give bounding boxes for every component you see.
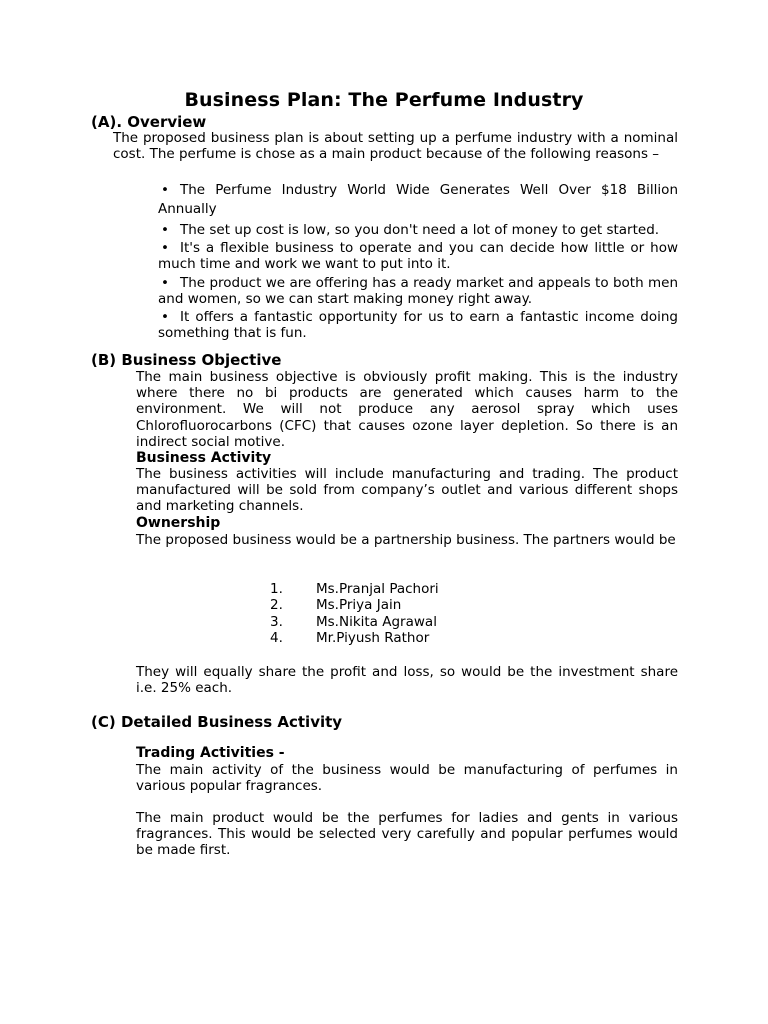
reason-text: The set up cost is low, so you don't need a lot of money to get started. [180, 222, 660, 238]
reason-text: The Perfume Industry World Wide Generates Well Over $18 Billion Annually [158, 182, 678, 217]
reason-text: It offers a fantastic opportunity for us to earn a fantastic income doing something that is fun. [158, 309, 678, 342]
partner-number: 2. [270, 597, 283, 614]
bullet-glyph: • [161, 274, 169, 291]
reason-item [158, 222, 678, 238]
reason-item [158, 181, 678, 218]
partner-item [270, 597, 439, 613]
bullet-glyph: • [161, 222, 169, 238]
partner-number: 1. [270, 581, 283, 597]
main-product-text: The main product would be the perfumes for ladies and gents in various fragrances. This would be selected very carefully and popular perfumes would be made first. [136, 810, 678, 859]
partner-number: 4. [270, 629, 283, 646]
bullet-glyph: • [161, 240, 169, 257]
partner-name: Ms.Priya Jain [316, 597, 402, 614]
bullet-glyph: • [161, 182, 169, 198]
partners-list [270, 581, 439, 646]
business-activity-text: The business activities will include manufacturing and trading. The product manufactured will be sold from company’s outlet and various different shops and marketing channels. [136, 466, 678, 515]
partner-name: Ms.Nikita Agrawal [316, 613, 437, 630]
trading-activities-heading: Trading Activities - [136, 745, 285, 761]
profit-share-text: They will equally share the profit and loss, so would be the investment share i.e. 25% each. [136, 664, 678, 697]
ownership-heading: Ownership [136, 515, 221, 531]
partner-name: Ms.Pranjal Pachori [316, 581, 439, 597]
reason-text: It's a flexible business to operate and you can decide how little or how much time and work we want to put into it. [158, 240, 678, 273]
partner-name: Mr.Piyush Rathor [316, 629, 430, 646]
document-title: Business Plan: The Perfume Industry [184, 89, 584, 111]
trading-activities-text: The main activity of the business would be manufacturing of perfumes in various popular fragrances. [136, 762, 678, 795]
partner-number: 3. [270, 613, 283, 630]
reasons-list [158, 181, 678, 341]
partner-item [270, 614, 439, 630]
ownership-text: The proposed business would be a partnership business. The partners would be [136, 532, 676, 548]
reason-text: The product we are offering has a ready market and appeals to both men and women, so we can start making money right away. [158, 274, 678, 307]
partner-item [270, 630, 439, 646]
partner-item [270, 581, 439, 597]
business-objective-heading: (B) Business Objective [91, 351, 282, 369]
overview-heading: (A). Overview [91, 113, 207, 131]
reason-item [158, 240, 678, 272]
reason-item [158, 309, 678, 341]
bullet-glyph: • [161, 309, 169, 326]
business-activity-heading: Business Activity [136, 450, 272, 466]
overview-intro: The proposed business plan is about setting up a perfume industry with a nominal cost. The perfume is chose as a main product because of the following reasons – [113, 130, 678, 163]
business-objective-text: The main business objective is obviously profit making. This is the industry where there no bi products are generated which causes harm to the environment. We will not produce any aerosol spray which uses Chlorofluorocarbons (CFC) that causes ozone layer depletion. So there is an indirect social motive. [136, 369, 678, 450]
detailed-activity-heading: (C) Detailed Business Activity [91, 713, 343, 731]
reason-item [158, 275, 678, 307]
